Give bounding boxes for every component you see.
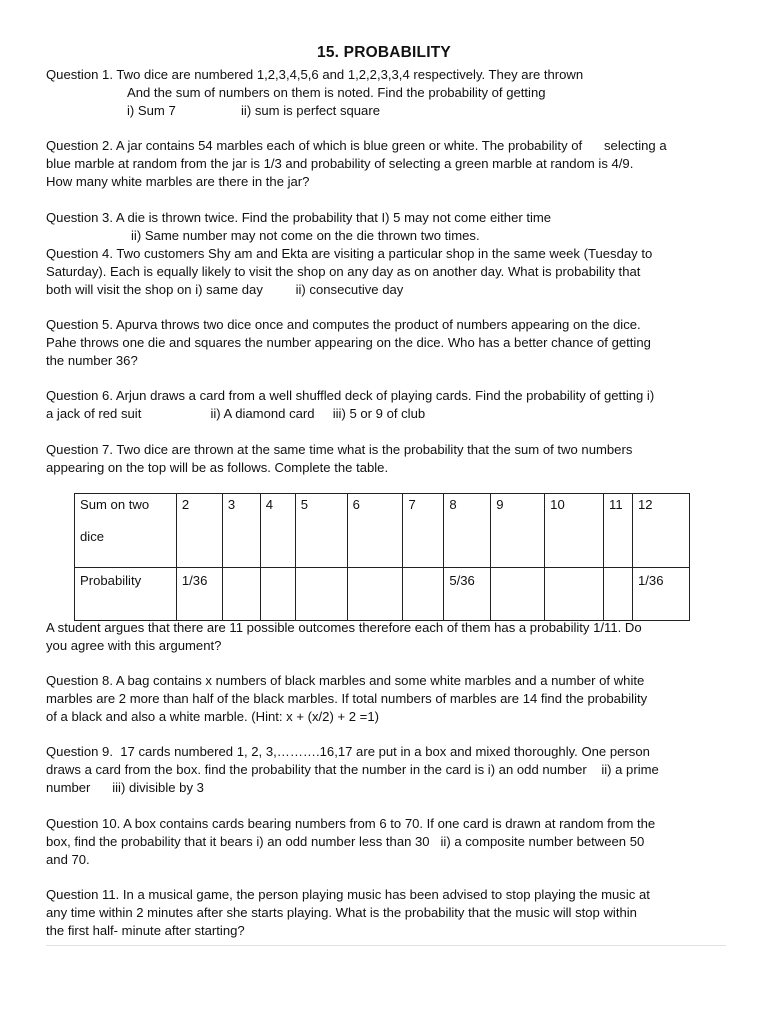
q1-part1: i) Sum 7 bbox=[127, 103, 176, 118]
page-title: 15. PROBABILITY bbox=[317, 44, 451, 61]
sum-cell: 9 bbox=[491, 494, 545, 568]
q2-line1: Question 2. A jar contains 54 marbles each of which is blue green or white. The probability of selecting a bbox=[46, 138, 667, 153]
q1-line1: Question 1. Two dice are numbered 1,2,3,4,5,6 and 1,2,2,3,3,4 respectively. They are thrown bbox=[46, 67, 584, 82]
probability-cell bbox=[295, 568, 347, 621]
probability-cell: 1/36 bbox=[176, 568, 222, 621]
q8-line1: Question 8. A bag contains x numbers of black marbles and some white marbles and a number of white bbox=[46, 673, 645, 688]
sum-cell: 3 bbox=[222, 494, 260, 568]
q10-line3: and 70. bbox=[46, 852, 90, 867]
table-row-sums bbox=[75, 494, 690, 568]
q10-line2: box, find the probability that it bears i) an odd number less than 30 ii) a composite number between 50 bbox=[46, 834, 645, 849]
q4-line2: Saturday). Each is equally likely to visit the shop on any day as on another day. What is probability that bbox=[46, 264, 641, 279]
probability-cell bbox=[403, 568, 444, 621]
sum-cell: 11 bbox=[604, 494, 633, 568]
sum-cell: 7 bbox=[403, 494, 444, 568]
q2-line3: How many white marbles are there in the jar? bbox=[46, 174, 310, 189]
q5-line3: the number 36? bbox=[46, 353, 138, 368]
q11-line2: any time within 2 minutes after she starts playing. What is the probability that the music will stop within bbox=[46, 905, 637, 920]
q1-part2: ii) sum is perfect square bbox=[241, 103, 380, 118]
table-row-probabilities bbox=[75, 568, 690, 621]
q2-line2: blue marble at random from the jar is 1/3 and probability of selecting a green marble at random is 4/9. bbox=[46, 156, 634, 171]
sum-cell: 4 bbox=[260, 494, 295, 568]
sum-label-line2: dice bbox=[80, 529, 105, 544]
probability-cell: 1/36 bbox=[633, 568, 690, 621]
q11-line1: Question 11. In a musical game, the person playing music has been advised to stop playing the music at bbox=[46, 887, 650, 902]
probability-label-cell: Probability bbox=[75, 568, 177, 621]
q7-line2: appearing on the top will be as follows. Complete the table. bbox=[46, 460, 389, 475]
q3-line2: ii) Same number may not come on the die thrown two times. bbox=[131, 228, 480, 243]
q6-line1: Question 6. Arjun draws a card from a well shuffled deck of playing cards. Find the probability of getting i) bbox=[46, 388, 655, 403]
probability-cell bbox=[222, 568, 260, 621]
q5-line1: Question 5. Apurva throws two dice once and computes the product of numbers appearing on the dice. bbox=[46, 317, 641, 332]
q4-line1: Question 4. Two customers Shy am and Ekta are visiting a particular shop in the same week (Tuesday to bbox=[46, 246, 653, 261]
page-divider bbox=[46, 945, 726, 946]
q8-line2: marbles are 2 more than half of the black marbles. If total numbers of marbles are 14 find the probability bbox=[46, 691, 648, 706]
q9-line2: draws a card from the box. find the probability that the number in the card is i) an odd number ii) a prime bbox=[46, 762, 659, 777]
argument-line2: you agree with this argument? bbox=[46, 638, 222, 653]
q1-line2: And the sum of numbers on them is noted. Find the probability of getting bbox=[127, 85, 546, 100]
q8-line3: of a black and also a white marble. (Hint: x + (x/2) + 2 =1) bbox=[46, 709, 379, 724]
q6-line2: a jack of red suit ii) A diamond card iii) 5 or 9 of club bbox=[46, 406, 426, 421]
q7-line1: Question 7. Two dice are thrown at the same time what is the probability that the sum of two numbers bbox=[46, 442, 633, 457]
probability-cell bbox=[491, 568, 545, 621]
probability-cell bbox=[347, 568, 403, 621]
argument-line1: A student argues that there are 11 possible outcomes therefore each of them has a probability 1/11. Do bbox=[46, 620, 642, 635]
q9-line3: number iii) divisible by 3 bbox=[46, 780, 204, 795]
q9-line1: Question 9. 17 cards numbered 1, 2, 3,……….16,17 are put in a box and mixed thoroughly. One person bbox=[46, 744, 650, 759]
probability-cell bbox=[545, 568, 604, 621]
probability-cell: 5/36 bbox=[444, 568, 491, 621]
q5-line2: Pahe throws one die and squares the number appearing on the dice. Who has a better chance of getting bbox=[46, 335, 651, 350]
q4-line3: both will visit the shop on i) same day ii) consecutive day bbox=[46, 282, 404, 297]
dice-sum-probability-table bbox=[74, 493, 690, 621]
sum-cell: 6 bbox=[347, 494, 403, 568]
sum-cell: 8 bbox=[444, 494, 491, 568]
q11-line3: the first half- minute after starting? bbox=[46, 923, 245, 938]
table-header-cell bbox=[75, 494, 177, 568]
sum-label-line1: Sum on two bbox=[80, 497, 150, 512]
sum-cell: 12 bbox=[633, 494, 690, 568]
sum-cell: 10 bbox=[545, 494, 604, 568]
q10-line1: Question 10. A box contains cards bearing numbers from 6 to 70. If one card is drawn at random from the bbox=[46, 816, 656, 831]
probability-cell bbox=[260, 568, 295, 621]
probability-cell bbox=[604, 568, 633, 621]
sum-cell: 2 bbox=[176, 494, 222, 568]
sum-cell: 5 bbox=[295, 494, 347, 568]
q3-line1: Question 3. A die is thrown twice. Find the probability that I) 5 may not come either time bbox=[46, 210, 552, 225]
